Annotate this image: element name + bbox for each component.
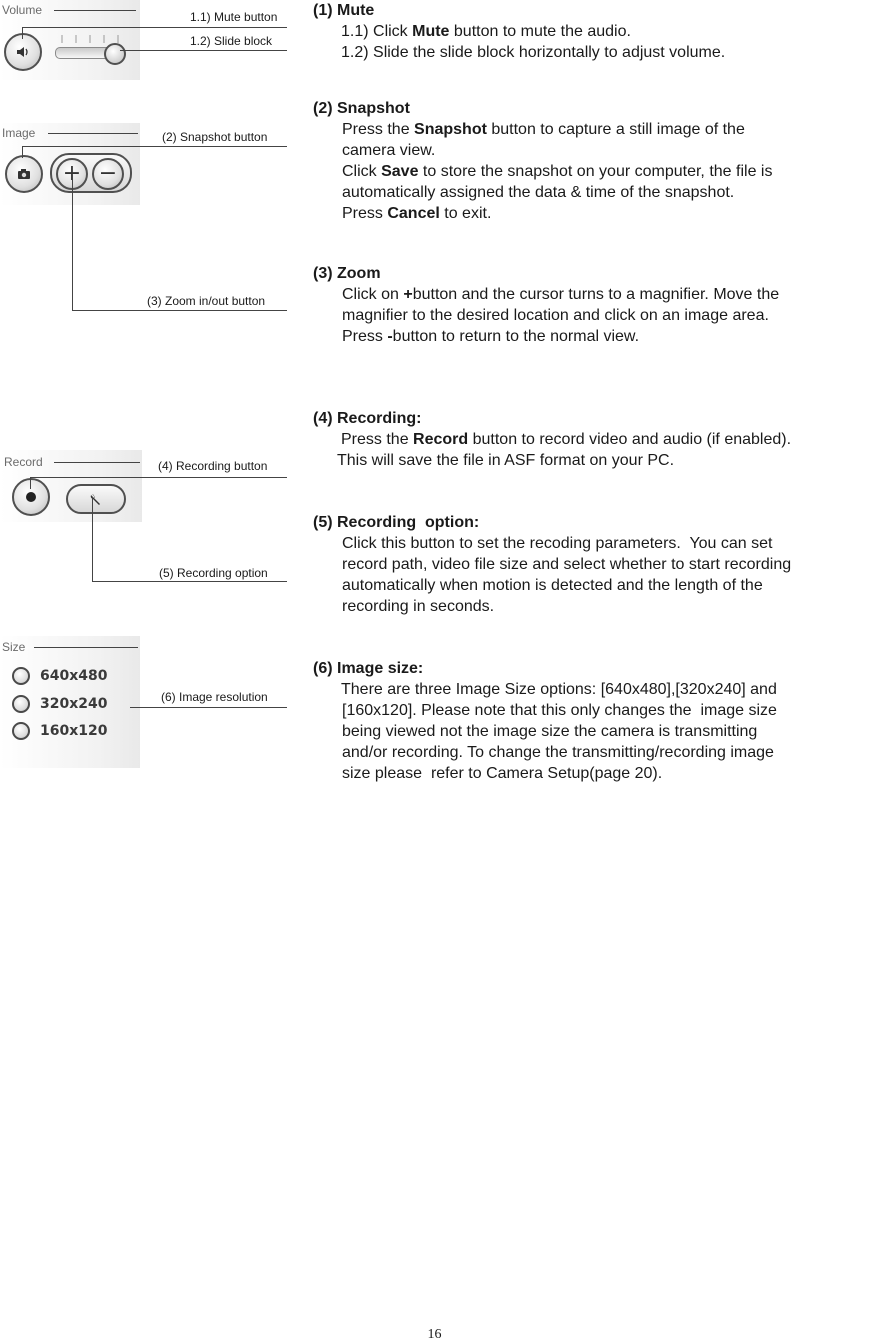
recording-option-line-4: recording in seconds. xyxy=(342,598,495,615)
recording-option-line-1: Click this button to set the recoding parameters. You can set xyxy=(342,535,773,552)
section-snapshot xyxy=(313,98,772,224)
section-recording-option xyxy=(313,512,791,617)
heading-mute: (1) Mute xyxy=(313,2,375,19)
zoom-line-1: Click on +button and the cursor turns to a magnifier. Move the xyxy=(342,286,780,303)
callout-image-resolution: (6) Image resolution xyxy=(161,690,268,704)
image-panel-title: Image xyxy=(2,126,36,140)
option-leader-drop xyxy=(92,497,93,581)
heading-snapshot: (2) Snapshot xyxy=(313,100,410,117)
camera-icon xyxy=(7,157,41,191)
zoom-line-3: Press -button to return to the normal view. xyxy=(342,328,640,345)
speaker-icon xyxy=(6,35,40,69)
section-recording xyxy=(313,408,791,471)
section-zoom xyxy=(313,263,779,347)
heading-zoom: (3) Zoom xyxy=(313,265,381,282)
snapshot-leader-line xyxy=(22,146,287,147)
volume-slider-ticks xyxy=(60,30,120,38)
page-number: 16 xyxy=(427,1327,442,1342)
image-size-line-1: There are three Image Size options: [640x480],[320x240] and xyxy=(341,681,777,698)
zoom-leader-drop xyxy=(72,175,73,310)
record-dot-icon xyxy=(14,480,48,514)
mute-leader-drop xyxy=(22,27,23,39)
image-size-line-3: being viewed not the image size the camera is transmitting xyxy=(342,723,758,740)
minus-icon: − xyxy=(98,160,118,186)
section-mute xyxy=(313,0,725,63)
record-leader-line xyxy=(30,477,287,478)
snapshot-leader-drop xyxy=(22,146,23,158)
slide-leader-line xyxy=(120,50,287,51)
record-leader-drop xyxy=(30,477,31,489)
snapshot-line-5: Press Cancel to exit. xyxy=(342,205,492,222)
recording-line-1: Press the Record button to record video and audio (if enabled). xyxy=(341,431,792,448)
radio-320x240[interactable] xyxy=(12,695,30,713)
plus-icon: + xyxy=(62,160,82,186)
heading-recording: (4) Recording: xyxy=(313,410,422,427)
recording-option-line-2: record path, video file size and select whether to start recording xyxy=(342,556,792,573)
record-title-line xyxy=(54,462,140,463)
callout-recording-option: (5) Recording option xyxy=(159,566,268,580)
callout-slide-block: 1.2) Slide block xyxy=(190,34,273,48)
size-panel-title: Size xyxy=(2,640,26,654)
record-panel-title: Record xyxy=(4,455,43,469)
radio-640x480[interactable] xyxy=(12,667,30,685)
heading-recording-option: (5) Recording option: xyxy=(313,514,480,531)
recording-option-line-3: automatically when motion is detected and the length of the xyxy=(342,577,763,594)
callout-snapshot-button: (2) Snapshot button xyxy=(162,130,268,144)
callout-recording-button: (4) Recording button xyxy=(158,459,268,473)
mute-line-2: 1.2) Slide the slide block horizontally to adjust volume. xyxy=(341,44,726,61)
label-160x120: 160x120 xyxy=(40,723,108,739)
zoom-leader-line xyxy=(72,310,287,311)
volume-slide-block[interactable] xyxy=(104,43,126,65)
wrench-icon xyxy=(68,486,124,512)
zoom-line-2: magnifier to the desired location and click on an image area. xyxy=(342,307,769,324)
label-320x240: 320x240 xyxy=(40,696,108,712)
image-size-line-4: and/or recording. To change the transmitting/recording image xyxy=(342,744,774,761)
snapshot-line-2: camera view. xyxy=(342,142,436,159)
label-640x480: 640x480 xyxy=(40,668,108,684)
callout-mute-button: 1.1) Mute button xyxy=(190,10,278,24)
snapshot-line-4: automatically assigned the data & time of the snapshot. xyxy=(342,184,735,201)
volume-panel-title: Volume xyxy=(2,3,43,17)
heading-image-size: (6) Image size: xyxy=(313,660,424,677)
mute-leader-line xyxy=(22,27,287,28)
section-image-size xyxy=(313,658,777,784)
recording-line-2: This will save the file in ASF format on your PC. xyxy=(337,452,675,469)
callout-zoom-button: (3) Zoom in/out button xyxy=(147,294,266,308)
image-title-line xyxy=(48,133,138,134)
volume-title-line xyxy=(54,10,136,11)
snapshot-line-1: Press the Snapshot button to capture a still image of the xyxy=(342,121,745,138)
mute-line-1: 1.1) Click Mute button to mute the audio. xyxy=(341,23,631,40)
snapshot-line-3: Click Save to store the snapshot on your computer, the file is xyxy=(342,163,773,180)
size-title-line xyxy=(34,647,138,648)
image-size-line-5: size please refer to Camera Setup(page 20). xyxy=(342,765,663,782)
radio-160x120[interactable] xyxy=(12,722,30,740)
size-leader-line xyxy=(130,707,287,708)
image-size-line-2: [160x120]. Please note that this only changes the image size xyxy=(342,702,777,719)
option-leader-line xyxy=(92,581,287,582)
